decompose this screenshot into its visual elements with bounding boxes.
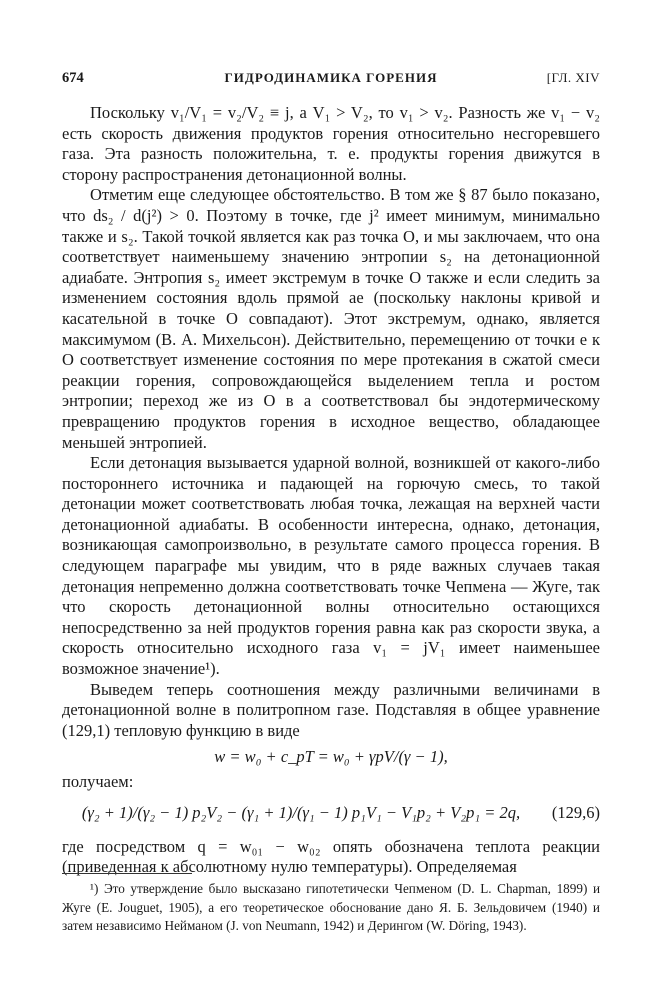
paragraph: где посредством q = w₀₁ − w₀₂ опять обозначена теплота реакции (приведенная к абсолютному нулю температуры). Определяемая: [62, 836, 600, 877]
page-header: [62, 70, 600, 92]
running-title: ГИДРОДИНАМИКА ГОРЕНИЯ: [224, 70, 438, 85]
formula-detonation-adiabat: [62, 793, 600, 837]
page-number: 674: [62, 70, 84, 86]
formula-enthalpy: w = w₀ + c_pT = w₀ + γpV/(γ − 1),: [214, 747, 448, 767]
main-text: [62, 103, 600, 878]
footnote: ¹) Это утверждение было высказано гипотетически Чепменом (D. L. Chapman, 1899) и Жуге (E. Jouguet, 1905), а его теоретическое обоснование дано Я. Б. Зельдовичем (1940) и затем независимо Нейманом (J. von Neumann, 1942) и Дерингом (W. Döring, 1943).: [62, 881, 600, 933]
footnote-rule: [62, 873, 192, 874]
formula-body: (γ₂ + 1)/(γ₂ − 1) p₂V₂ − (γ₁ + 1)/(γ₁ − 1) p₁V₁ − V₁p₂ + V₂p₁ = 2q,: [81, 802, 521, 822]
paragraph: Если детонация вызывается ударной волной, возникшей от какого-либо постороннего источника и падающей на горючую смесь, то такой детонации может соответствовать любая точка, лежащая на верхней части детонационной адиабаты. В особенности интересна, однако, детонация, возникающая самопроизвольно, в результате самого процесса горения. В следующем параграфе мы увидим, что в ряде важных случаев такая детонация непременно должна соответствовать точке Чепмена — Жуге, так что скорость детонационной волны относительно остающихся непосредственно за ней продуктов горения равна как раз скорости звука, а скорость относительно исходного газа v₁ = jV₁ имеет наименьшее возможное значение¹).: [62, 453, 600, 679]
paragraph-continuation: получаем:: [62, 772, 134, 791]
paragraph: Поскольку v₁/V₁ = v₂/V₂ ≡ j, а V₁ > V₂, то v₁ > v₂. Разность же v₁ − v₂ есть скорость движения продуктов горения относительно несгоревшего газа. Эта разность положительна, т. е. продукты горения движутся в сторону распространения детонационной волны.: [62, 103, 600, 184]
paragraph: Отметим еще следующее обстоятельство. В том же § 87 было показано, что ds₂ / d(j²) > 0. Поэтому в точке, где j² имеет минимум, минимально также и s₂. Такой точкой является как раз точка O, и мы заключаем, что она соответствует наименьшему значению энтропии s₂ на детонационной адиабате. Энтропия s₂ имеет экстремум в точке O также и если следить за изменением состояния вдоль прямой ae (поскольку наклоны кривой и касательной в точке O совпадают). Этот экстремум, однако, является максимумом (В. А. Михельсон). Действительно, перемещению от точки e к O соответствует изменение состояния по мере протекания в сжатой смеси реакции горения, сопровождающейся выделением тепла и ростом энтропии; переход же из O в a соответствовал бы эндотермическому превращению продуктов горения в исходное вещество, обладающее меньшей энтропией.: [62, 185, 600, 452]
equation-number: (129,6): [551, 802, 600, 822]
paragraph: Выведем теперь соотношения между различными величинами в детонационной волне в политропном газе. Подставляя в общее уравнение (129,1) тепловую функцию в виде: [62, 679, 600, 740]
chapter-label: [ГЛ. XIV: [546, 70, 600, 85]
